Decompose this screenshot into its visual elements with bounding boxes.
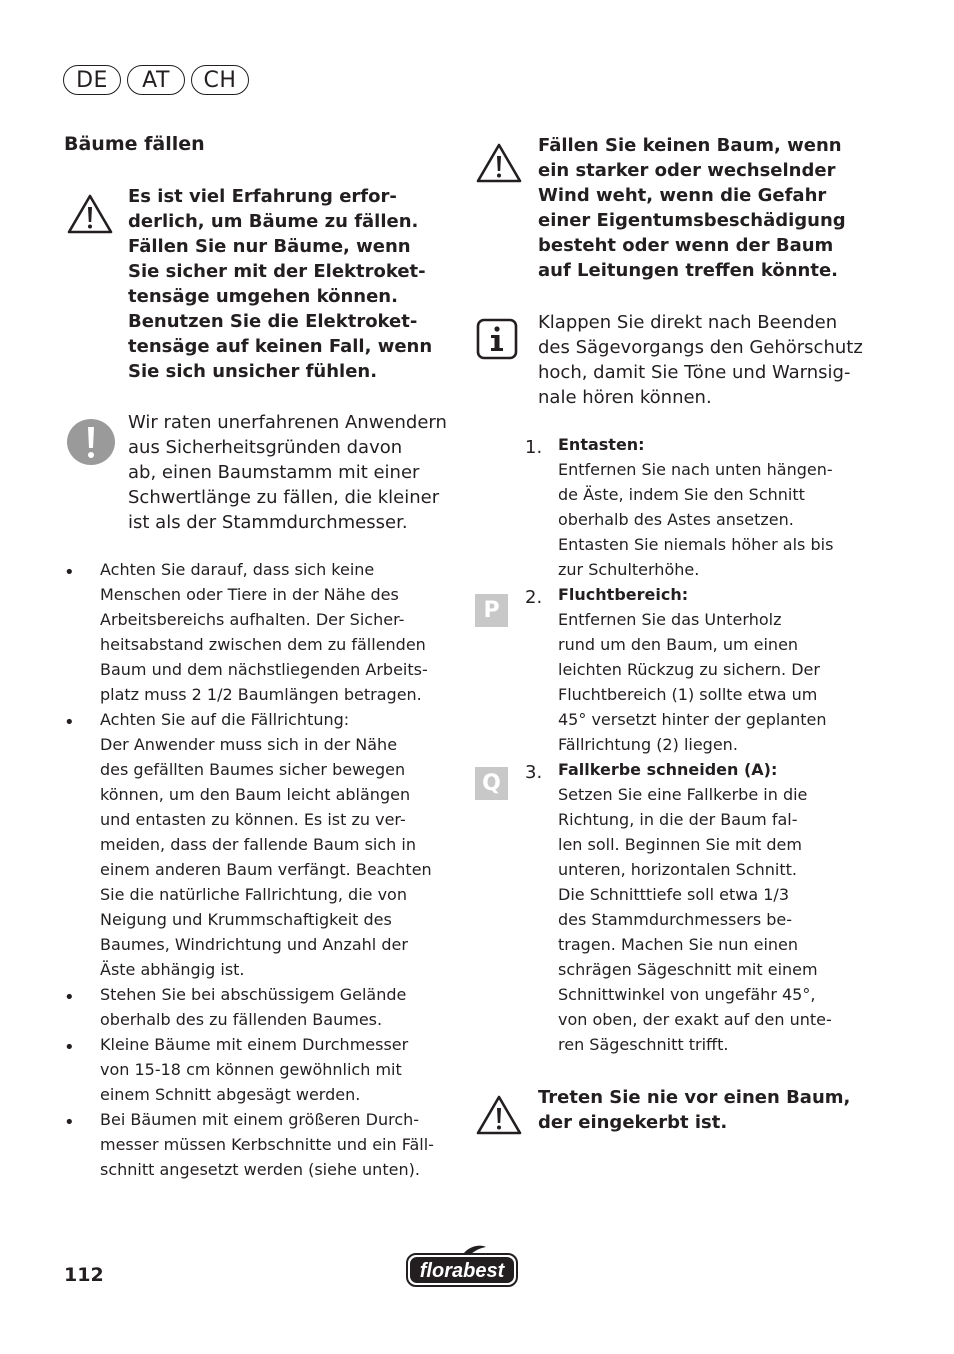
- page-number: 112: [64, 1264, 104, 1286]
- list-item: • Kleine Bäume mit einem Durchmesser von 15-18 cm können gewöhnlich mit einem Schnitt abgesägt werden.: [64, 1035, 409, 1104]
- warning-triangle-icon: [475, 1094, 523, 1136]
- warning-triangle-icon: [475, 142, 523, 184]
- info-icon: [476, 318, 518, 360]
- section-heading: Bäume fällen: [64, 133, 205, 155]
- notice-inexperienced-text: Wir raten unerfahrenen Anwendern aus Sicherheitsgründen davon ab, einen Baumstamm mit einer Schwertlänge zu fällen, die kleiner ist als der Stammdurchmesser.: [128, 412, 447, 533]
- safety-bullet-list: [64, 560, 464, 1185]
- warning-experience-text: Es ist viel Erfahrung erfor- derlich, um Bäume zu fällen. Fällen Sie nur Bäume, wenn Sie sicher mit der Elektroket- tensäge umgehen können. Benutzen Sie die Elektroket- tensäge auf keinen Fall, wenn Sie sich unsicher fühlen.: [128, 186, 433, 382]
- exclamation-notice-icon: [66, 418, 116, 466]
- step-title: Fluchtbereich:: [558, 585, 689, 604]
- list-item: 2. Fluchtbereich: Entfernen Sie das Unterholz rund um den Baum, um einen leichten Rückzug zu sichern. Der Fluchtbereich (1) sollte etwa um 45° versetzt hinter der geplanten Fällrichtung (2) liegen.: [525, 585, 827, 754]
- list-item: • Bei Bäumen mit einem größeren Durch- messer müssen Kerbschnitte und ein Fäll- schnitt angesetzt werden (siehe unten).: [64, 1110, 434, 1179]
- country-at-badge: AT: [127, 65, 185, 95]
- warning-notch-text: Treten Sie nie vor einen Baum, der eingekerbt ist.: [538, 1087, 851, 1133]
- step-title: Entasten:: [558, 435, 645, 454]
- warning-triangle-icon: [66, 193, 114, 235]
- svg-text:florabest: florabest: [419, 1260, 505, 1282]
- warning-wind-text: Fällen Sie keinen Baum, wenn ein starker oder wechselnder Wind weht, wenn die Gefahr einer Eigentumsbeschädigung besteht oder wenn der Baum auf Leitungen treffen könnte.: [538, 135, 846, 281]
- felling-steps-list: [525, 435, 865, 1060]
- figure-marker-p: P: [475, 594, 508, 627]
- country-ch-badge: CH: [191, 65, 249, 95]
- list-item: • Achten Sie darauf, dass sich keine Menschen oder Tiere in der Nähe des Arbeitsbereichs aufhalten. Der Sicher- heitsabstand zwischen dem zu fällenden Baum und dem nächstliegenden Arbeits- platz muss 2 1/2 Baumlängen betragen.: [64, 560, 428, 704]
- country-de-badge: DE: [63, 65, 121, 95]
- list-item: • Stehen Sie bei abschüssigem Gelände oberhalb des zu fällenden Baumes.: [64, 985, 407, 1029]
- step-title: Fallkerbe schneiden (A):: [558, 760, 778, 779]
- list-item: 3. Fallkerbe schneiden (A): Setzen Sie eine Fallkerbe in die Richtung, in die der Baum fal- len soll. Beginnen Sie mit dem unteren, horizontalen Schnitt. Die Schnitttiefe soll etwa 1/3 des Stammdurchmessers be- tragen. Machen Sie nun einen schrägen Sägeschnitt mit einem Schnittwinkel von ungefähr 45°, von oben, der exakt auf den unte- ren Sägeschnitt trifft.: [525, 760, 832, 1054]
- info-hearing-text: Klappen Sie direkt nach Beenden des Sägevorgangs den Gehörschutz hoch, damit Sie Töne und Warnsig- nale hören können.: [538, 312, 863, 408]
- florabest-logo: [404, 1244, 520, 1290]
- list-item: 1. Entasten: Entfernen Sie nach unten hängen- de Äste, indem Sie den Schnitt oberhalb des Astes ansetzen. Entasten Sie niemals höher als bis zur Schulterhöhe.: [525, 435, 834, 579]
- figure-marker-q: Q: [475, 767, 508, 800]
- country-badges: [63, 65, 249, 98]
- list-item: • Achten Sie auf die Fällrichtung: Der Anwender muss sich in der Nähe des gefällten Baumes sicher bewegen können, um den Baum leicht ablängen und entasten zu können. Es ist zu ver- meiden, dass der fallende Baum sich in einem anderen Baum verfängt. Beachten Sie die natürliche Fallrichtung, die von Neigung und Krummschaftigkeit des Baumes, Windrichtung und Anzahl der Äste abhängig ist.: [64, 710, 432, 979]
